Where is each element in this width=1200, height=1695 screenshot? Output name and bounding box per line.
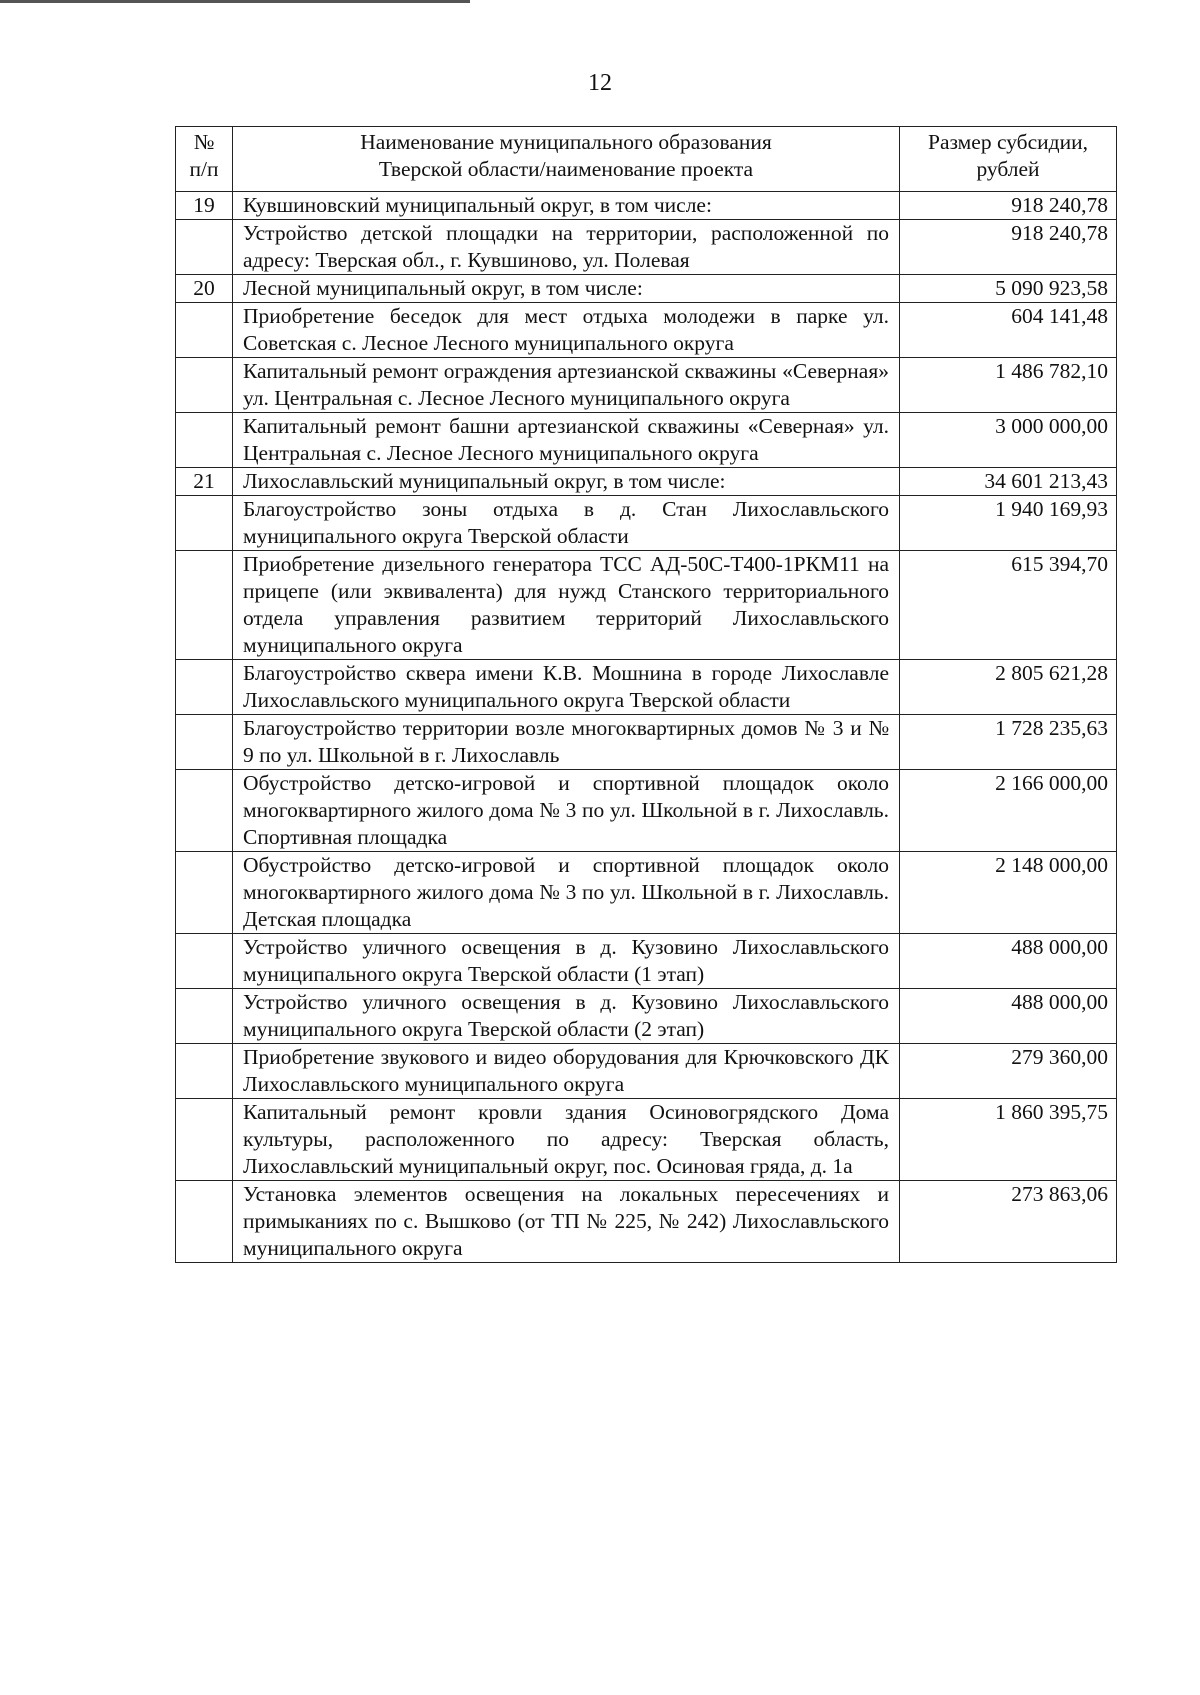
subsidy-amount: 2 805 621,28 bbox=[900, 660, 1117, 715]
project-name: Установка элементов освещения на локальных пересечениях и примыканиях по с. Вышково (от ТП № 225, № 242) Лихославльского муниципального округа bbox=[233, 1181, 900, 1263]
row-number bbox=[176, 770, 233, 852]
table-body bbox=[176, 192, 1117, 1263]
table-row-project bbox=[176, 660, 1117, 715]
municipality-name: Лихославльский муниципальный округ, в том числе: bbox=[233, 468, 900, 496]
scan-edge-rule bbox=[0, 0, 470, 3]
table-row-project bbox=[176, 715, 1117, 770]
header-number-line: п/п bbox=[189, 157, 219, 181]
row-number bbox=[176, 358, 233, 413]
table-row-project bbox=[176, 1044, 1117, 1099]
subsidy-amount: 604 141,48 bbox=[900, 303, 1117, 358]
table-row-project bbox=[176, 852, 1117, 934]
row-number bbox=[176, 220, 233, 275]
subsidy-amount: 488 000,00 bbox=[900, 989, 1117, 1044]
project-name: Устройство уличного освещения в д. Кузовино Лихославльского муниципального округа Тверской области (2 этап) bbox=[233, 989, 900, 1044]
header-number bbox=[176, 127, 233, 192]
row-number bbox=[176, 413, 233, 468]
project-name: Устройство детской площадки на территории, расположенной по адресу: Тверская обл., г. Кувшиново, ул. Полевая bbox=[233, 220, 900, 275]
row-number bbox=[176, 1099, 233, 1181]
table-row-project bbox=[176, 413, 1117, 468]
row-number: 19 bbox=[176, 192, 233, 220]
row-number bbox=[176, 303, 233, 358]
subsidy-amount: 2 148 000,00 bbox=[900, 852, 1117, 934]
row-number bbox=[176, 551, 233, 660]
subsidy-amount: 279 360,00 bbox=[900, 1044, 1117, 1099]
project-name: Благоустройство зоны отдыха в д. Стан Лихославльского муниципального округа Тверской области bbox=[233, 496, 900, 551]
table-header bbox=[176, 127, 1117, 192]
project-name: Капитальный ремонт ограждения артезианской скважины «Северная» ул. Центральная с. Лесное Лесного муниципального округа bbox=[233, 358, 900, 413]
header-name-line: Тверской области/наименование проекта bbox=[378, 157, 754, 181]
header-row bbox=[176, 127, 1117, 192]
subsidy-amount: 2 166 000,00 bbox=[900, 770, 1117, 852]
table-row-project bbox=[176, 770, 1117, 852]
project-name: Обустройство детско-игровой и спортивной площадок около многоквартирного жилого дома № 3 по ул. Школьной в г. Лихославль. Спортивная площадка bbox=[233, 770, 900, 852]
header-amount-line: рублей bbox=[976, 157, 1040, 181]
row-number: 21 bbox=[176, 468, 233, 496]
project-name: Благоустройство сквера имени К.В. Мошнина в городе Лихославле Лихославльского муниципального округа Тверской области bbox=[233, 660, 900, 715]
project-name: Благоустройство территории возле многоквартирных домов № 3 и № 9 по ул. Школьной в г. Лихославль bbox=[233, 715, 900, 770]
subsidy-amount: 918 240,78 bbox=[900, 220, 1117, 275]
subsidy-amount: 1 940 169,93 bbox=[900, 496, 1117, 551]
project-name: Приобретение беседок для мест отдыха молодежи в парке ул. Советская с. Лесное Лесного муниципального округа bbox=[233, 303, 900, 358]
table-row-municipality bbox=[176, 275, 1117, 303]
table-row-project bbox=[176, 989, 1117, 1044]
table-row-project bbox=[176, 496, 1117, 551]
project-name: Устройство уличного освещения в д. Кузовино Лихославльского муниципального округа Тверской области (1 этап) bbox=[233, 934, 900, 989]
table-row-project bbox=[176, 303, 1117, 358]
header-name-line: Наименование муниципального образования bbox=[360, 130, 772, 154]
project-name: Обустройство детско-игровой и спортивной площадок около многоквартирного жилого дома № 3 по ул. Школьной в г. Лихославль. Детская площадка bbox=[233, 852, 900, 934]
table-row-municipality bbox=[176, 468, 1117, 496]
table-row-project bbox=[176, 934, 1117, 989]
row-number bbox=[176, 852, 233, 934]
row-number bbox=[176, 496, 233, 551]
page-number: 12 bbox=[588, 70, 612, 96]
subsidy-amount: 615 394,70 bbox=[900, 551, 1117, 660]
header-amount-line: Размер субсидии, bbox=[927, 130, 1088, 154]
project-name: Капитальный ремонт башни артезианской скважины «Северная» ул. Центральная с. Лесное Лесного муниципального округа bbox=[233, 413, 900, 468]
project-name: Приобретение звукового и видео оборудования для Крючковского ДК Лихославльского муниципального округа bbox=[233, 1044, 900, 1099]
subsidy-amount: 918 240,78 bbox=[900, 192, 1117, 220]
municipality-name: Лесной муниципальный округ, в том числе: bbox=[233, 275, 900, 303]
table-row-project bbox=[176, 1181, 1117, 1263]
subsidy-amount: 34 601 213,43 bbox=[900, 468, 1117, 496]
municipality-name: Кувшиновский муниципальный округ, в том числе: bbox=[233, 192, 900, 220]
subsidy-amount: 488 000,00 bbox=[900, 934, 1117, 989]
row-number bbox=[176, 715, 233, 770]
row-number bbox=[176, 1044, 233, 1099]
subsidy-amount: 3 000 000,00 bbox=[900, 413, 1117, 468]
subsidy-amount: 1 486 782,10 bbox=[900, 358, 1117, 413]
subsidy-amount: 1 728 235,63 bbox=[900, 715, 1117, 770]
table-row-project bbox=[176, 358, 1117, 413]
row-number bbox=[176, 989, 233, 1044]
table-row-project bbox=[176, 1099, 1117, 1181]
subsidy-amount: 1 860 395,75 bbox=[900, 1099, 1117, 1181]
header-name bbox=[233, 127, 900, 192]
row-number bbox=[176, 934, 233, 989]
row-number: 20 bbox=[176, 275, 233, 303]
row-number bbox=[176, 1181, 233, 1263]
project-name: Приобретение дизельного генератора ТСС АД-50С-Т400-1РКМ11 на прицепе (или эквивалента) для нужд Станского территориального отдела управления развитием территорий Лихославльского муниципального округа bbox=[233, 551, 900, 660]
subsidy-table bbox=[175, 126, 1117, 1263]
header-amount bbox=[900, 127, 1117, 192]
subsidy-amount: 5 090 923,58 bbox=[900, 275, 1117, 303]
header-number-line: № bbox=[193, 130, 215, 154]
table-row-municipality bbox=[176, 192, 1117, 220]
subsidy-amount: 273 863,06 bbox=[900, 1181, 1117, 1263]
row-number bbox=[176, 660, 233, 715]
table-row-project bbox=[176, 551, 1117, 660]
table-row-project bbox=[176, 220, 1117, 275]
project-name: Капитальный ремонт кровли здания Осиновогрядского Дома культуры, расположенного по адресу: Тверская область, Лихославльский муниципальный округ, пос. Осиновая гряда, д. 1а bbox=[233, 1099, 900, 1181]
